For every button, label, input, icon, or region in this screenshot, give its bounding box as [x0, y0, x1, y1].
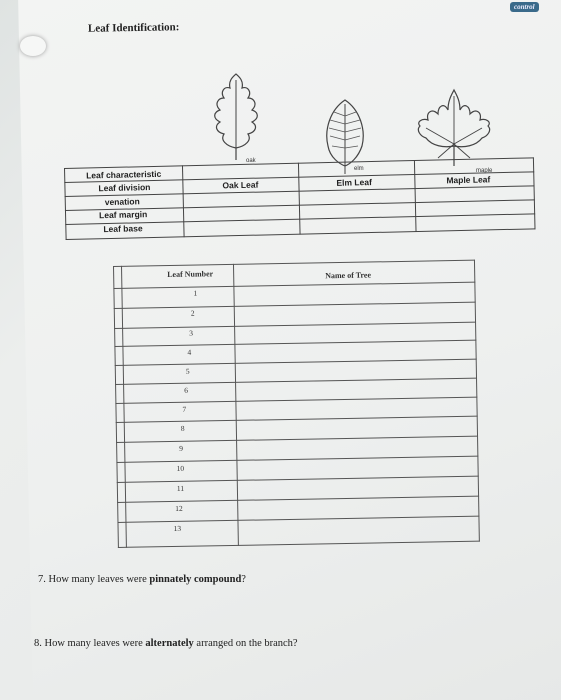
- column-header-maple: Maple Leaf: [446, 174, 491, 186]
- page-title: Leaf Identification:: [87, 21, 180, 35]
- elm-caption: elm: [354, 166, 364, 172]
- leaf-number: 3: [189, 328, 194, 338]
- leaf-number: 4: [187, 347, 192, 357]
- row-label-venation: venation: [104, 196, 140, 208]
- question-7: 7. How many leaves were pinnately compound?: [38, 574, 246, 585]
- header-leaf-number: Leaf Number: [167, 269, 214, 280]
- leaf-number: 8: [180, 423, 185, 433]
- corner-tag: control: [510, 2, 539, 12]
- oak-caption: oak: [246, 158, 256, 164]
- column-header-elm: Elm Leaf: [336, 177, 372, 188]
- leaf-number: 11: [176, 483, 185, 493]
- maple-caption: maple: [476, 168, 493, 174]
- question-8: 8. How many leaves were alternately arranged on the branch?: [34, 638, 298, 649]
- leaf-number: 1: [193, 288, 198, 298]
- leaf-number: 5: [185, 366, 190, 376]
- leaf-number: 2: [190, 308, 195, 318]
- row-label-characteristic: Leaf characteristic: [86, 168, 162, 181]
- leaf-number: 7: [182, 404, 187, 414]
- maple-leaf-icon: [412, 88, 496, 168]
- leaf-number: 10: [176, 463, 185, 473]
- leaf-number: 12: [175, 503, 183, 513]
- paper-fold: [20, 36, 46, 56]
- column-header-oak: Oak Leaf: [222, 179, 259, 191]
- header-tree-name: Name of Tree: [325, 270, 372, 281]
- oak-leaf-icon: [208, 70, 264, 162]
- row-label-base: Leaf base: [103, 223, 143, 235]
- leaf-number: 9: [179, 443, 184, 453]
- leaf-number: 6: [184, 385, 189, 395]
- characteristics-table: [64, 157, 536, 240]
- leaf-number-table: [113, 260, 480, 548]
- row-label-division: Leaf division: [98, 182, 151, 194]
- leaf-number: 13: [173, 523, 182, 533]
- row-label-margin: Leaf margin: [98, 209, 148, 221]
